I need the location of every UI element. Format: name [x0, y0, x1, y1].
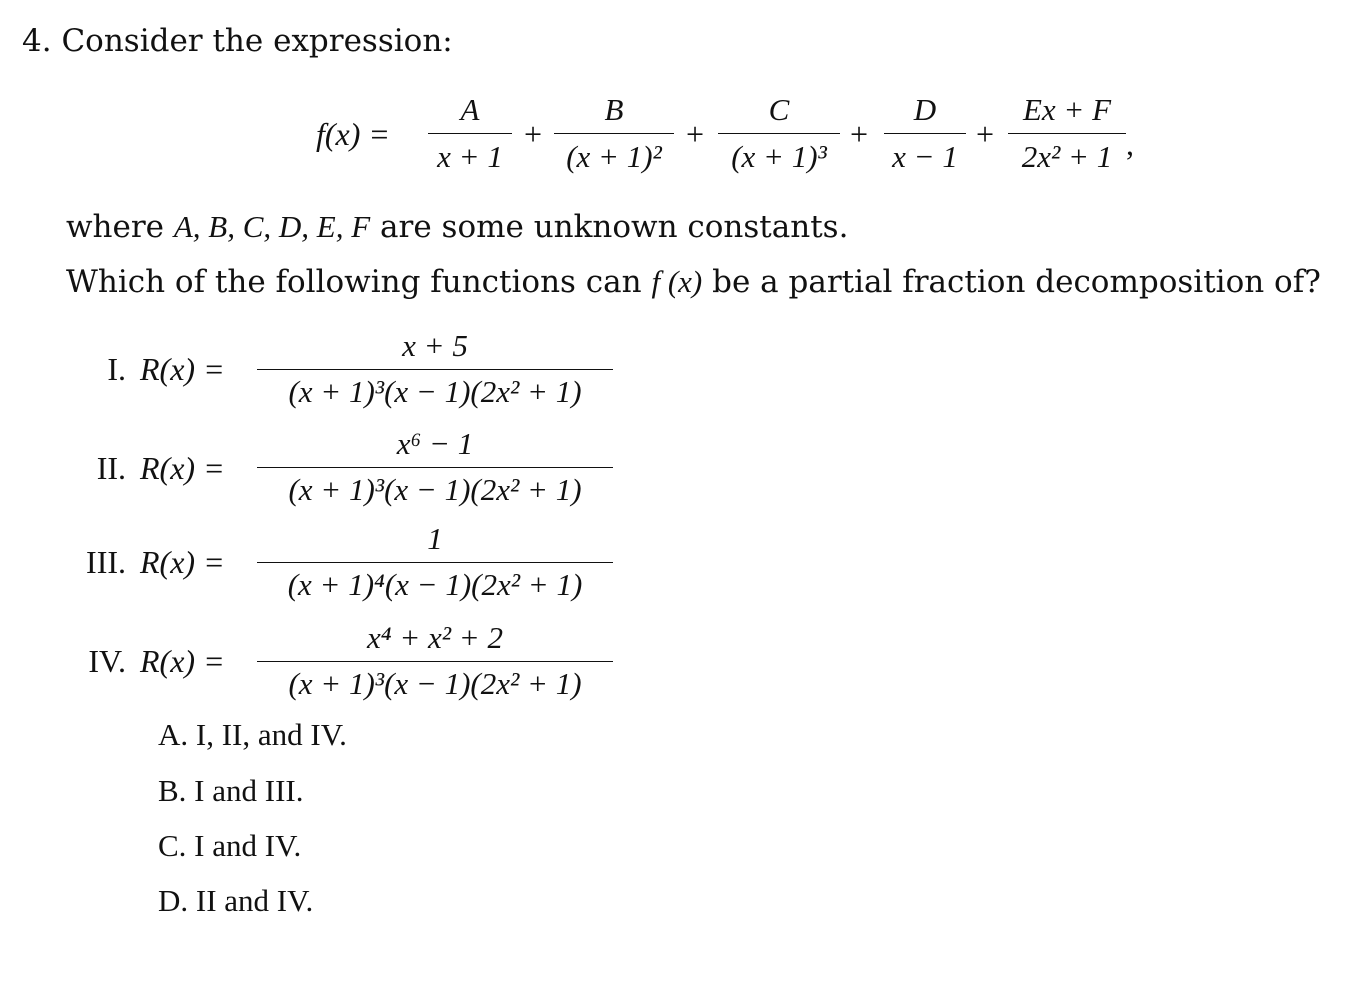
- plus-sign: +: [686, 116, 705, 152]
- option-numerator: x⁶ − 1: [396, 426, 474, 461]
- option-numerator: 1: [427, 521, 443, 556]
- option-fraction: [257, 428, 613, 505]
- option-fraction: [257, 622, 613, 699]
- fraction-bar: [884, 133, 966, 134]
- prompt-line: [66, 266, 1321, 298]
- prompt-text-end: be a partial fraction decomposition of?: [702, 264, 1321, 300]
- question-intro: Consider the expression:: [61, 23, 453, 59]
- where-line: [66, 211, 848, 243]
- fraction-bar: [257, 369, 613, 370]
- expression-lhs: f(x) =: [316, 116, 390, 152]
- prompt-fx: f (x): [651, 264, 703, 299]
- option-denominator: (x + 1)³(x − 1)(2x² + 1): [288, 666, 582, 701]
- option-label: I.: [107, 351, 126, 387]
- option-denominator: (x + 1)³(x − 1)(2x² + 1): [288, 374, 582, 409]
- option-lhs: R(x) =: [140, 351, 225, 387]
- term-denominator: (x + 1)²: [566, 139, 662, 174]
- term-numerator: B: [604, 92, 624, 127]
- answer-choice-b[interactable]: B. I and III.: [158, 773, 304, 808]
- fraction-bar: [554, 133, 674, 134]
- term-denominator: 2x² + 1: [1021, 139, 1113, 174]
- option-lhs: R(x) =: [140, 450, 225, 486]
- term-numerator: D: [913, 92, 937, 127]
- plus-sign: +: [976, 116, 995, 152]
- fraction-bar: [1008, 133, 1126, 134]
- option-denominator: (x + 1)⁴(x − 1)(2x² + 1): [287, 567, 583, 602]
- plus-sign: +: [850, 116, 869, 152]
- option-numerator: x⁴ + x² + 2: [367, 620, 503, 655]
- term-numerator: Ex + F: [1022, 92, 1112, 127]
- term-fraction: [428, 94, 512, 172]
- term-denominator: (x + 1)³: [731, 139, 827, 174]
- term-fraction: [554, 94, 674, 172]
- fraction-bar: [257, 467, 613, 468]
- question-number: 4.: [22, 23, 52, 59]
- answer-choice-a[interactable]: A. I, II, and IV.: [158, 717, 347, 752]
- term-numerator: C: [768, 92, 790, 127]
- where-text: where: [66, 209, 174, 245]
- term-numerator: A: [460, 92, 480, 127]
- question-header: [22, 23, 453, 59]
- option-fraction: [257, 523, 613, 600]
- trailing-comma: ,: [1126, 126, 1134, 162]
- option-lhs: R(x) =: [140, 643, 225, 679]
- term-fraction: [1008, 94, 1126, 172]
- option-label: III.: [86, 544, 126, 580]
- option-fraction: [257, 330, 613, 407]
- option-label: IV.: [88, 643, 126, 679]
- term-fraction: [718, 94, 840, 172]
- where-text-end: are some unknown constants.: [370, 209, 849, 245]
- fraction-bar: [257, 562, 613, 563]
- where-constants: A, B, C, D, E, F: [173, 209, 371, 244]
- term-denominator: x + 1: [437, 139, 503, 174]
- plus-sign: +: [524, 116, 543, 152]
- fraction-bar: [718, 133, 840, 134]
- term-denominator: x − 1: [892, 139, 958, 174]
- answer-choice-c[interactable]: C. I and IV.: [158, 828, 302, 863]
- fraction-bar: [428, 133, 512, 134]
- answer-choice-d[interactable]: D. II and IV.: [158, 883, 314, 918]
- option-lhs: R(x) =: [140, 544, 225, 580]
- term-fraction: [884, 94, 966, 172]
- option-denominator: (x + 1)³(x − 1)(2x² + 1): [288, 472, 582, 507]
- prompt-text: Which of the following functions can: [66, 264, 652, 300]
- fraction-bar: [257, 661, 613, 662]
- option-numerator: x + 5: [402, 328, 468, 363]
- option-label: II.: [96, 450, 126, 486]
